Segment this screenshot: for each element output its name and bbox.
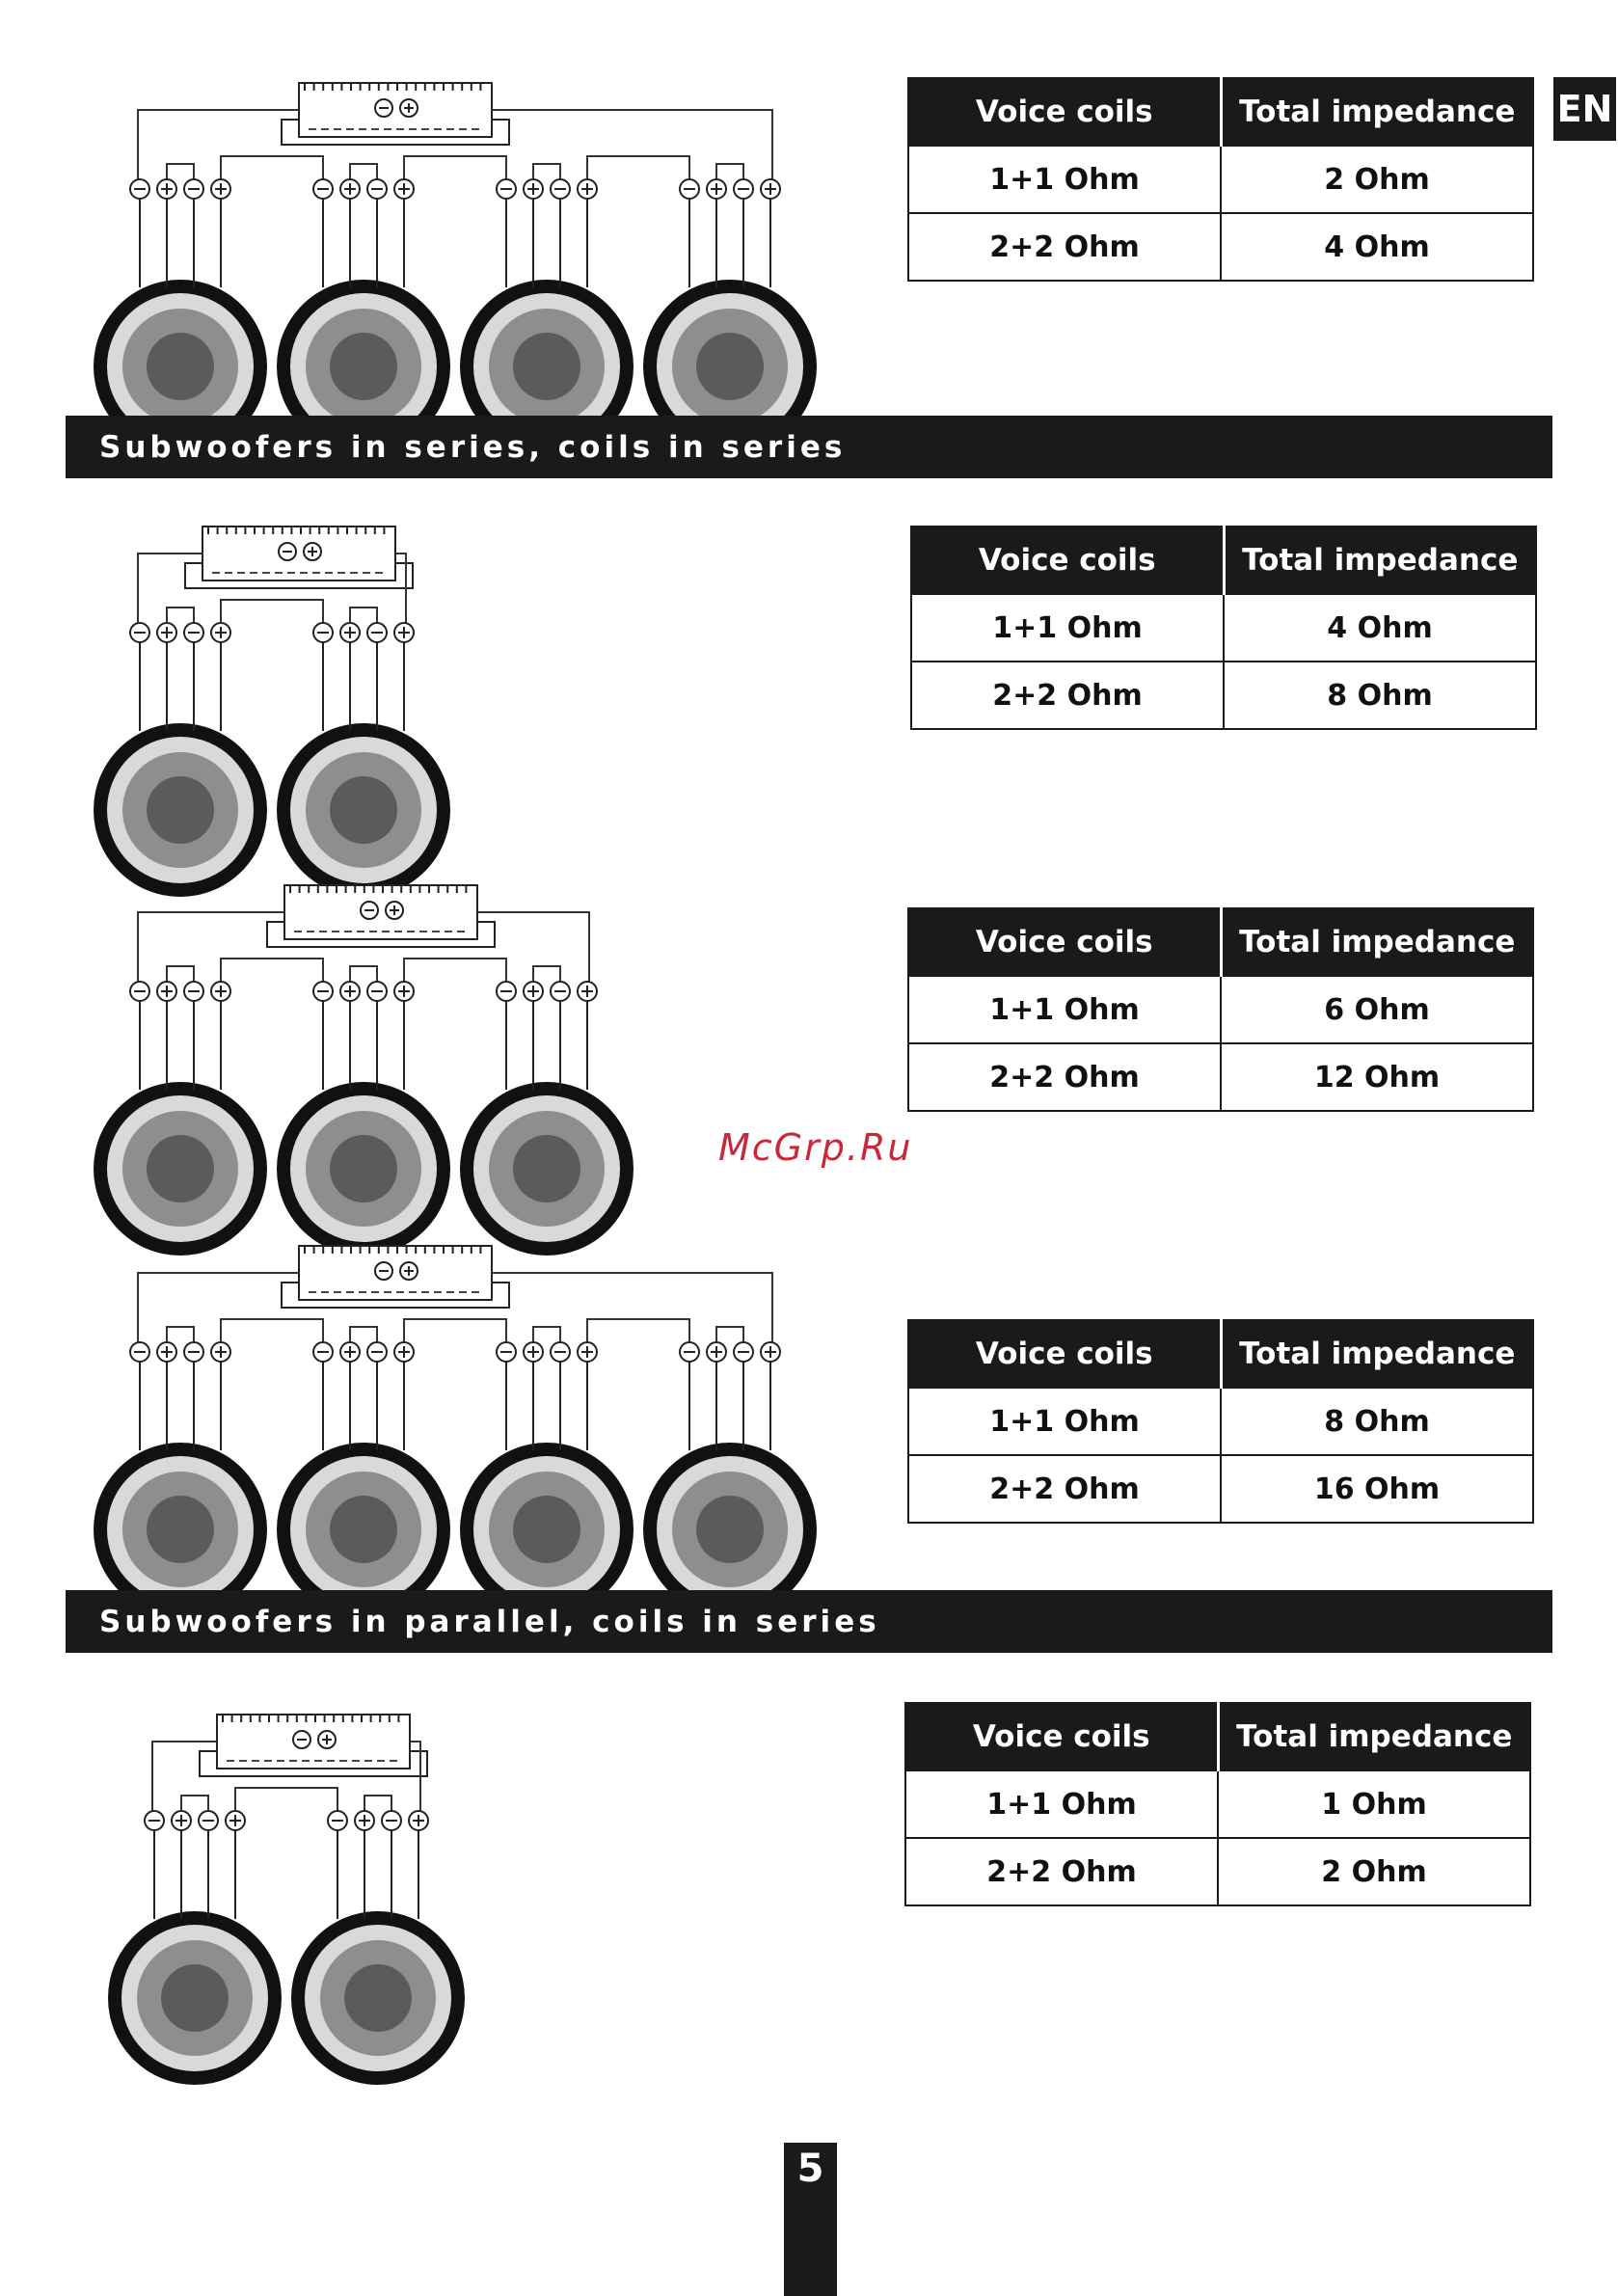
coil-jumper-wire [716, 164, 743, 179]
subwoofer [277, 1342, 450, 1616]
subwoofer [94, 1342, 267, 1616]
table-row [908, 1388, 1533, 1455]
impedance-cell: 12 Ohm [1221, 1043, 1533, 1111]
subwoofer-dustcap [330, 333, 397, 400]
voice-coils-cell: 2+2 Ohm [908, 213, 1221, 281]
total-impedance-header: Total impedance [1221, 78, 1533, 146]
subwoofer-dustcap [513, 1135, 580, 1202]
voice-coils-header: Voice coils [908, 908, 1221, 976]
speaker-link-wire [587, 1319, 689, 1342]
voice-coils-cell: 2+2 Ohm [908, 1455, 1221, 1523]
impedance-cell: 8 Ohm [1221, 1388, 1533, 1455]
amplifier [267, 885, 495, 947]
speaker-link-wire [221, 156, 323, 179]
impedance-table-4 [907, 1319, 1534, 1524]
subwoofer-dustcap [161, 1964, 229, 2032]
amplifier [282, 1246, 509, 1308]
voice-coils-cell: 2+2 Ohm [911, 662, 1224, 729]
speaker-link-wire [235, 1788, 337, 1811]
speaker-link-wire [404, 1319, 506, 1342]
impedance-cell: 16 Ohm [1221, 1455, 1533, 1523]
language-tag: EN [1553, 77, 1616, 141]
voice-coils-cell: 2+2 Ohm [908, 1043, 1221, 1111]
table-row [908, 976, 1533, 1043]
wiring-diagram-1 [92, 75, 824, 386]
subwoofer-dustcap [696, 1496, 764, 1563]
subwoofer-dustcap [513, 333, 580, 400]
voice-coils-header: Voice coils [905, 1703, 1218, 1770]
impedance-cell: 4 Ohm [1224, 594, 1536, 662]
total-impedance-header: Total impedance [1224, 527, 1536, 594]
table-row [908, 1455, 1533, 1523]
wiring-diagram-5 [106, 1707, 588, 2017]
coil-jumper-wire [167, 966, 194, 982]
subwoofer [460, 982, 634, 1256]
subwoofer-dustcap [147, 776, 214, 844]
table-row [905, 1838, 1530, 1905]
subwoofer [94, 982, 267, 1256]
coil-jumper-wire [350, 1327, 377, 1342]
subwoofer [643, 1342, 817, 1616]
negative-lead-wire [138, 1273, 299, 1342]
wiring-diagram-3 [92, 878, 670, 1188]
coil-jumper-wire [167, 608, 194, 623]
subwoofer [643, 179, 817, 453]
impedance-table-3 [907, 907, 1534, 1112]
coil-jumper-wire [167, 164, 194, 179]
speaker-link-wire [221, 959, 323, 982]
amplifier [185, 527, 413, 588]
wiring-diagram-4 [92, 1238, 824, 1549]
voice-coils-cell: 1+1 Ohm [908, 146, 1221, 213]
subwoofer-dustcap [513, 1496, 580, 1563]
coil-jumper-wire [181, 1796, 208, 1811]
speaker-link-wire [221, 600, 323, 623]
impedance-cell: 1 Ohm [1218, 1770, 1530, 1838]
subwoofer-dustcap [344, 1964, 412, 2032]
subwoofer [460, 179, 634, 453]
impedance-cell: 8 Ohm [1224, 662, 1536, 729]
watermark-text: McGrp.Ru [718, 1126, 913, 1169]
negative-lead-wire [138, 110, 299, 179]
impedance-table-5 [904, 1702, 1531, 1906]
total-impedance-header: Total impedance [1218, 1703, 1530, 1770]
total-impedance-header: Total impedance [1221, 908, 1533, 976]
coil-jumper-wire [533, 966, 560, 982]
table-row [911, 662, 1536, 729]
voice-coils-cell: 2+2 Ohm [905, 1838, 1218, 1905]
subwoofer [277, 179, 450, 453]
table-row [908, 146, 1533, 213]
impedance-cell: 4 Ohm [1221, 213, 1533, 281]
amplifier [282, 83, 509, 145]
subwoofer [460, 1342, 634, 1616]
subwoofer [94, 179, 267, 453]
subwoofer-dustcap [696, 333, 764, 400]
voice-coils-header: Voice coils [911, 527, 1224, 594]
voice-coils-header: Voice coils [908, 78, 1221, 146]
subwoofer-dustcap [330, 1496, 397, 1563]
subwoofer [277, 982, 450, 1256]
voice-coils-header: Voice coils [908, 1320, 1221, 1388]
coil-jumper-wire [350, 966, 377, 982]
speaker-link-wire [587, 156, 689, 179]
coil-jumper-wire [533, 164, 560, 179]
coil-jumper-wire [350, 164, 377, 179]
subwoofer-dustcap [147, 1135, 214, 1202]
impedance-cell: 6 Ohm [1221, 976, 1533, 1043]
table-row [905, 1770, 1530, 1838]
speaker-link-wire [404, 156, 506, 179]
voice-coils-cell: 1+1 Ohm [908, 976, 1221, 1043]
total-impedance-header: Total impedance [1221, 1320, 1533, 1388]
coil-jumper-wire [167, 1327, 194, 1342]
table-row [908, 213, 1533, 281]
table-row [911, 594, 1536, 662]
section-banner-parallel-series: Subwoofers in parallel, coils in series [66, 1590, 1552, 1653]
impedance-table-2 [910, 526, 1537, 730]
speaker-link-wire [404, 959, 506, 982]
coil-jumper-wire [364, 1796, 391, 1811]
negative-lead-wire [138, 912, 284, 982]
subwoofer-dustcap [147, 333, 214, 400]
speaker-link-wire [221, 1319, 323, 1342]
wiring-diagram-2 [92, 519, 574, 829]
voice-coils-cell: 1+1 Ohm [911, 594, 1224, 662]
impedance-table-1 [907, 77, 1534, 282]
impedance-cell: 2 Ohm [1221, 146, 1533, 213]
subwoofer [277, 623, 450, 897]
coil-jumper-wire [350, 608, 377, 623]
subwoofer-dustcap [147, 1496, 214, 1563]
table-row [908, 1043, 1533, 1111]
coil-jumper-wire [533, 1327, 560, 1342]
amplifier [200, 1715, 427, 1776]
subwoofer-dustcap [330, 1135, 397, 1202]
subwoofer [291, 1811, 465, 2085]
coil-jumper-wire [716, 1327, 743, 1342]
voice-coils-cell: 1+1 Ohm [908, 1388, 1221, 1455]
voice-coils-cell: 1+1 Ohm [905, 1770, 1218, 1838]
subwoofer [108, 1811, 282, 2085]
subwoofer-dustcap [330, 776, 397, 844]
page-number: 5 [784, 2143, 837, 2296]
section-banner-series-series: Subwoofers in series, coils in series [66, 416, 1552, 478]
impedance-cell: 2 Ohm [1218, 1838, 1530, 1905]
subwoofer [94, 623, 267, 897]
